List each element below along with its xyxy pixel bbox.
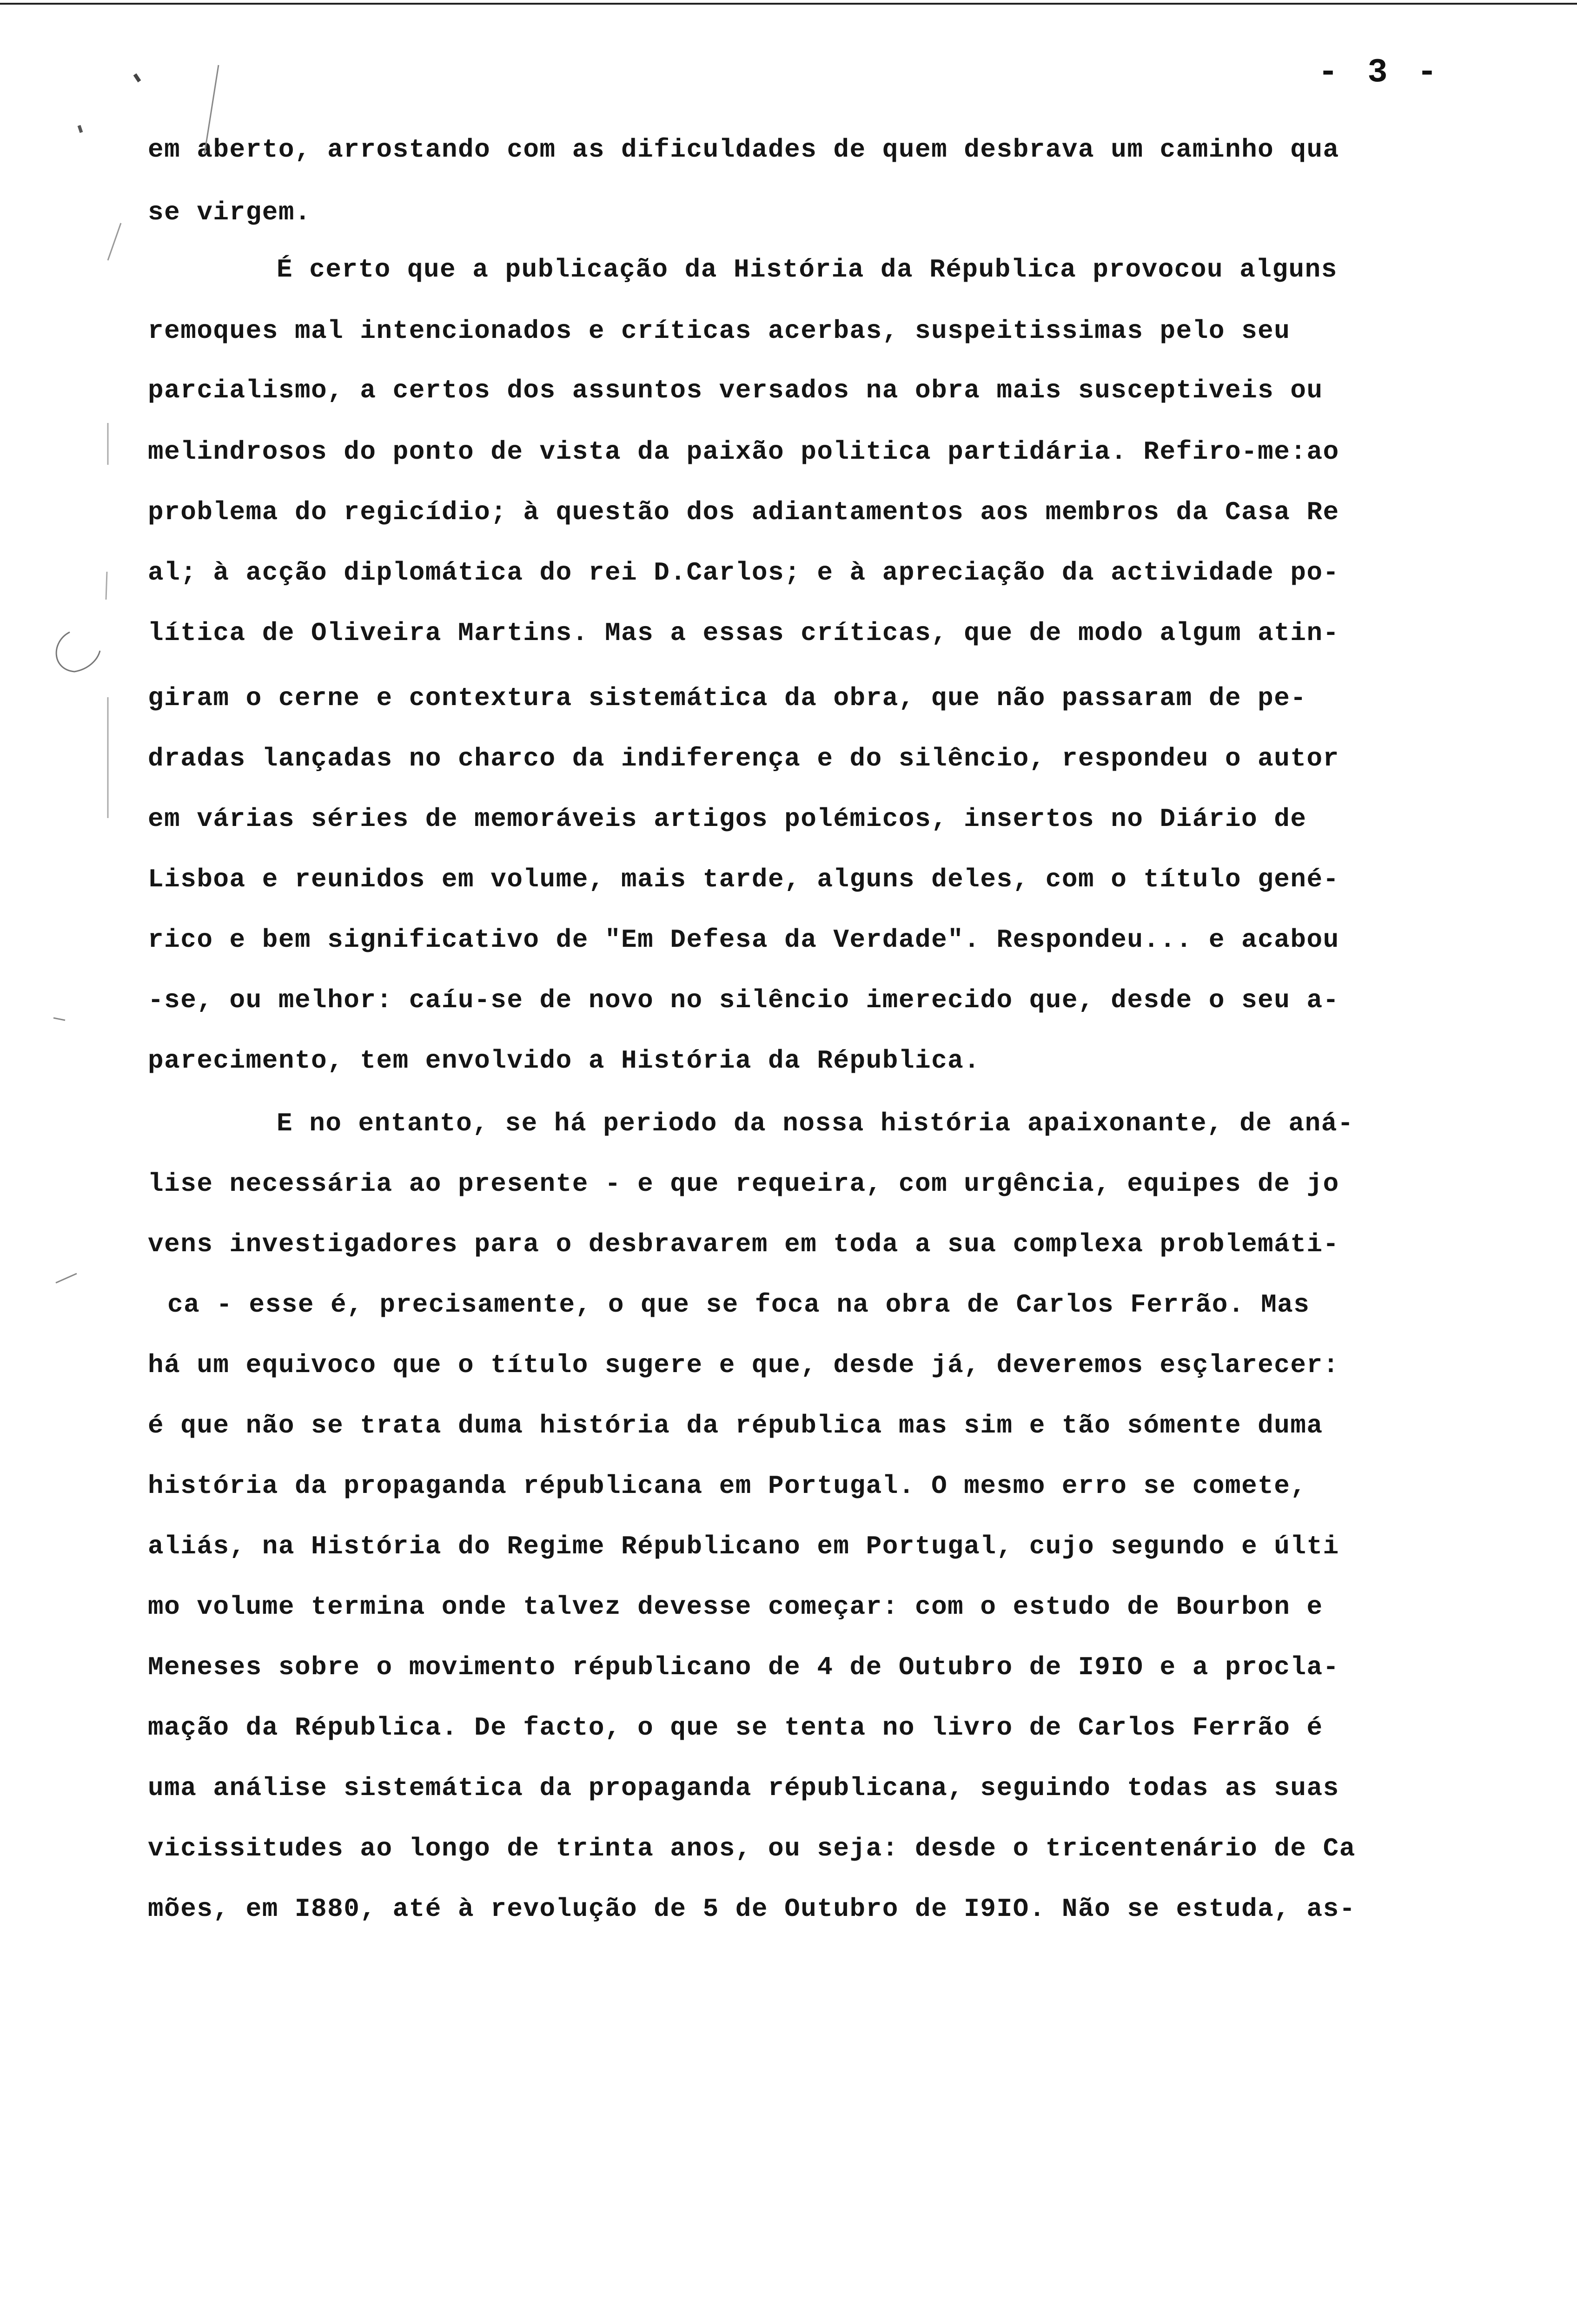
text-line-1: em aberto, arrostando com as dificuldades de quem desbrava um caminho qua [148, 135, 1339, 165]
text-line-20: ca - esse é, precisamente, o que se foca na obra de Carlos Ferrão. Mas [167, 1290, 1310, 1320]
text-line-27: mação da Républica. De facto, o que se tenta no livro de Carlos Ferrão é [148, 1713, 1323, 1743]
text-line-28: uma análise sistemática da propaganda républicana, seguindo todas as suas [148, 1773, 1339, 1803]
text-line-2: se virgem. [148, 198, 311, 227]
text-line-15: -se, ou melhor: caíu-se de novo no silêncio imerecido que, desde o seu a- [148, 985, 1339, 1015]
text-line-11: dradas lançadas no charco da indiferença e do silêncio, respondeu o autor [148, 744, 1339, 773]
text-line-13: Lisboa e reunidos em volume, mais tarde, alguns deles, com o título gené- [148, 865, 1339, 894]
text-line-4: remoques mal intencionados e críticas acerbas, suspeitissimas pelo seu [148, 316, 1291, 346]
text-line-6: melindrosos do ponto de vista da paixão politica partidária. Refiro-me:ao [148, 437, 1339, 467]
page-number: - 3 - [1318, 53, 1442, 92]
text-line-16: parecimento, tem envolvido a História da Républica. [148, 1046, 981, 1076]
text-line-12: em várias séries de memoráveis artigos polémicos, insertos no Diário de [148, 804, 1307, 834]
text-line-3: É certo que a publicação da História da Républica provocou alguns [277, 255, 1338, 284]
margin-bracket [56, 632, 100, 672]
margin-dash-1 [53, 1018, 65, 1020]
text-line-21: há um equivoco que o título sugere e que, desde já, deveremos esçlarecer: [148, 1350, 1339, 1380]
text-line-29: vicissitudes ao longo de trinta anos, ou seja: desde o tricentenário de Ca [148, 1834, 1356, 1863]
margin-dash-2 [56, 1274, 77, 1283]
text-line-9: lítica de Oliveira Martins. Mas a essas críticas, que de modo algum atin- [148, 618, 1339, 648]
text-line-8: al; à acção diplomática do rei D.Carlos; e à apreciação da actividade po- [148, 558, 1339, 588]
text-line-22: é que não se trata duma história da républica mas sim e tão sómente duma [148, 1411, 1323, 1440]
margin-mark-1 [205, 65, 219, 153]
text-line-26: Meneses sobre o movimento républicano de 4 de Outubro de I9IO e a procla- [148, 1652, 1339, 1682]
text-line-14: rico e bem significativo de "Em Defesa da Verdade". Respondeu... e acabou [148, 925, 1339, 955]
margin-mark-2 [108, 223, 121, 260]
margin-dot-1 [135, 74, 139, 81]
text-line-10: giram o cerne e contextura sistemática da obra, que não passaram de pe- [148, 683, 1307, 713]
text-line-5: parcialismo, a certos dos assuntos versados na obra mais susceptiveis ou [148, 376, 1323, 405]
margin-dot-2 [79, 125, 81, 132]
text-line-19: vens investigadores para o desbravarem em toda a sua complexa problemáti- [148, 1229, 1339, 1259]
text-line-18: lise necessária ao presente - e que requeira, com urgência, equipes de jo [148, 1169, 1339, 1199]
text-line-17: E no entanto, se há periodo da nossa história apaixonante, de aná- [277, 1109, 1354, 1138]
text-line-7: problema do regicídio; à questão dos adiantamentos aos membros da Casa Re [148, 497, 1339, 527]
margin-mark-4 [106, 572, 107, 600]
text-line-25: mo volume termina onde talvez devesse começar: com o estudo de Bourbon e [148, 1592, 1323, 1622]
text-line-24: aliás, na História do Regime Républicano em Portugal, cujo segundo e últi [148, 1532, 1339, 1561]
text-line-23: história da propaganda républicana em Portugal. O mesmo erro se comete, [148, 1471, 1307, 1501]
text-line-30: mões, em I880, até à revolução de 5 de Outubro de I9IO. Não se estuda, as- [148, 1894, 1356, 1924]
